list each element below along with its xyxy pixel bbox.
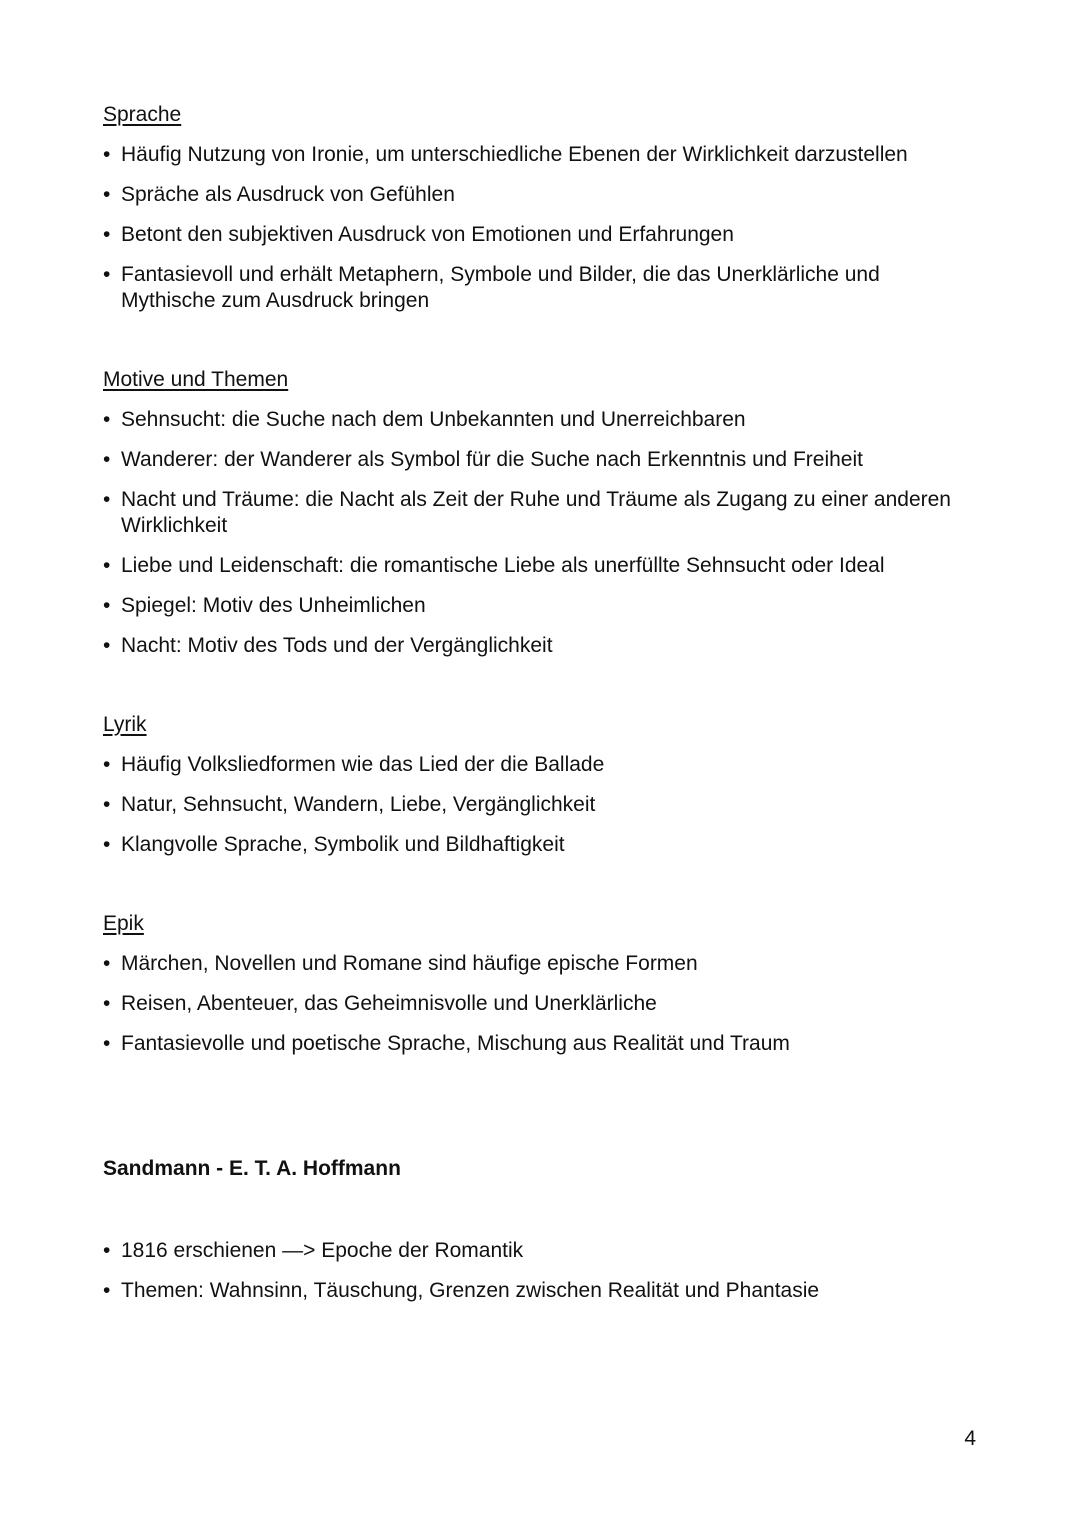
bullet-icon: • <box>103 594 111 617</box>
list-item-text: Häufig Nutzung von Ironie, um unterschiedliche Ebenen der Wirklichkeit darzustellen <box>121 143 908 166</box>
list-item <box>103 487 973 539</box>
list-item-text: Nacht und Träume: die Nacht als Zeit der Ruhe und Träume als Zugang zu einer anderen Wirklichkeit <box>121 488 951 537</box>
bullet-list <box>103 407 973 659</box>
bullet-icon: • <box>103 1239 111 1262</box>
list-item <box>103 142 973 168</box>
list-item-text: Spräche als Ausdruck von Gefühlen <box>121 183 455 206</box>
bullet-icon: • <box>103 554 111 577</box>
bullet-icon: • <box>103 634 111 657</box>
section-heading: Epik <box>103 912 144 935</box>
section-lyrik <box>103 712 973 858</box>
bullet-icon: • <box>103 223 111 246</box>
list-item-text: Wanderer: der Wanderer als Symbol für die Suche nach Erkenntnis und Freiheit <box>121 448 863 471</box>
list-item-text: Liebe und Leidenschaft: die romantische Liebe als unerfüllte Sehnsucht oder Ideal <box>121 554 885 577</box>
list-item <box>103 752 973 778</box>
bullet-icon: • <box>103 952 111 975</box>
section-epik <box>103 911 973 1057</box>
list-item <box>103 407 973 433</box>
bullet-list <box>103 951 973 1057</box>
list-item <box>103 222 973 248</box>
section-sandmann-title <box>103 1156 973 1182</box>
bullet-icon: • <box>103 833 111 856</box>
list-item-text: Reisen, Abenteuer, das Geheimnisvolle und Unerklärliche <box>121 992 657 1015</box>
list-item-text: Fantasievolle und poetische Sprache, Mischung aus Realität und Traum <box>121 1032 790 1055</box>
list-item-text: Nacht: Motiv des Tods und der Vergänglichkeit <box>121 634 553 657</box>
list-item <box>103 182 973 208</box>
list-item <box>103 553 973 579</box>
bullet-icon: • <box>103 992 111 1015</box>
list-item <box>103 1031 973 1057</box>
list-item-text: Themen: Wahnsinn, Täuschung, Grenzen zwischen Realität und Phantasie <box>121 1279 820 1302</box>
section-heading: Lyrik <box>103 713 147 736</box>
list-item-text: Sehnsucht: die Suche nach dem Unbekannten und Unerreichbaren <box>121 408 746 431</box>
list-item <box>103 262 973 314</box>
bullet-icon: • <box>103 263 111 286</box>
section-motive-und-themen <box>103 367 973 659</box>
list-item <box>103 633 973 659</box>
list-item-text: Spiegel: Motiv des Unheimlichen <box>121 594 426 617</box>
bullet-list <box>103 142 973 314</box>
list-item <box>103 792 973 818</box>
bullet-icon: • <box>103 1032 111 1055</box>
bullet-list <box>103 1238 973 1304</box>
list-item-text: Fantasievoll und erhält Metaphern, Symbole und Bilder, die das Unerklärliche und Mythische zum Ausdruck bringen <box>121 263 880 312</box>
bullet-icon: • <box>103 143 111 166</box>
bullet-icon: • <box>103 488 111 511</box>
bullet-icon: • <box>103 448 111 471</box>
bullet-icon: • <box>103 793 111 816</box>
list-item <box>103 593 973 619</box>
bullet-icon: • <box>103 753 111 776</box>
list-item-text: Häufig Volksliedformen wie das Lied der die Ballade <box>121 753 605 776</box>
section-sprache <box>103 102 973 314</box>
section-heading: Sprache <box>103 103 182 126</box>
section-heading: Motive und Themen <box>103 368 289 391</box>
bullet-list <box>103 752 973 858</box>
list-item-text: Natur, Sehnsucht, Wandern, Liebe, Vergänglichkeit <box>121 793 596 816</box>
sandmann-title: Sandmann - E. T. A. Hoffmann <box>103 1157 401 1180</box>
bullet-icon: • <box>103 408 111 431</box>
bullet-icon: • <box>103 1279 111 1302</box>
list-item-text: Betont den subjektiven Ausdruck von Emotionen und Erfahrungen <box>121 223 734 246</box>
list-item-text: Märchen, Novellen und Romane sind häufige epische Formen <box>121 952 698 975</box>
list-item <box>103 832 973 858</box>
list-item <box>103 447 973 473</box>
list-item <box>103 1238 973 1264</box>
list-item <box>103 1278 973 1304</box>
list-item-text: Klangvolle Sprache, Symbolik und Bildhaftigkeit <box>121 833 565 856</box>
list-item <box>103 951 973 977</box>
section-sandmann-items <box>103 1224 973 1304</box>
page-number: 4 <box>964 1427 976 1450</box>
list-item-text: 1816 erschienen —> Epoche der Romantik <box>121 1239 524 1262</box>
bullet-icon: • <box>103 183 111 206</box>
list-item <box>103 991 973 1017</box>
